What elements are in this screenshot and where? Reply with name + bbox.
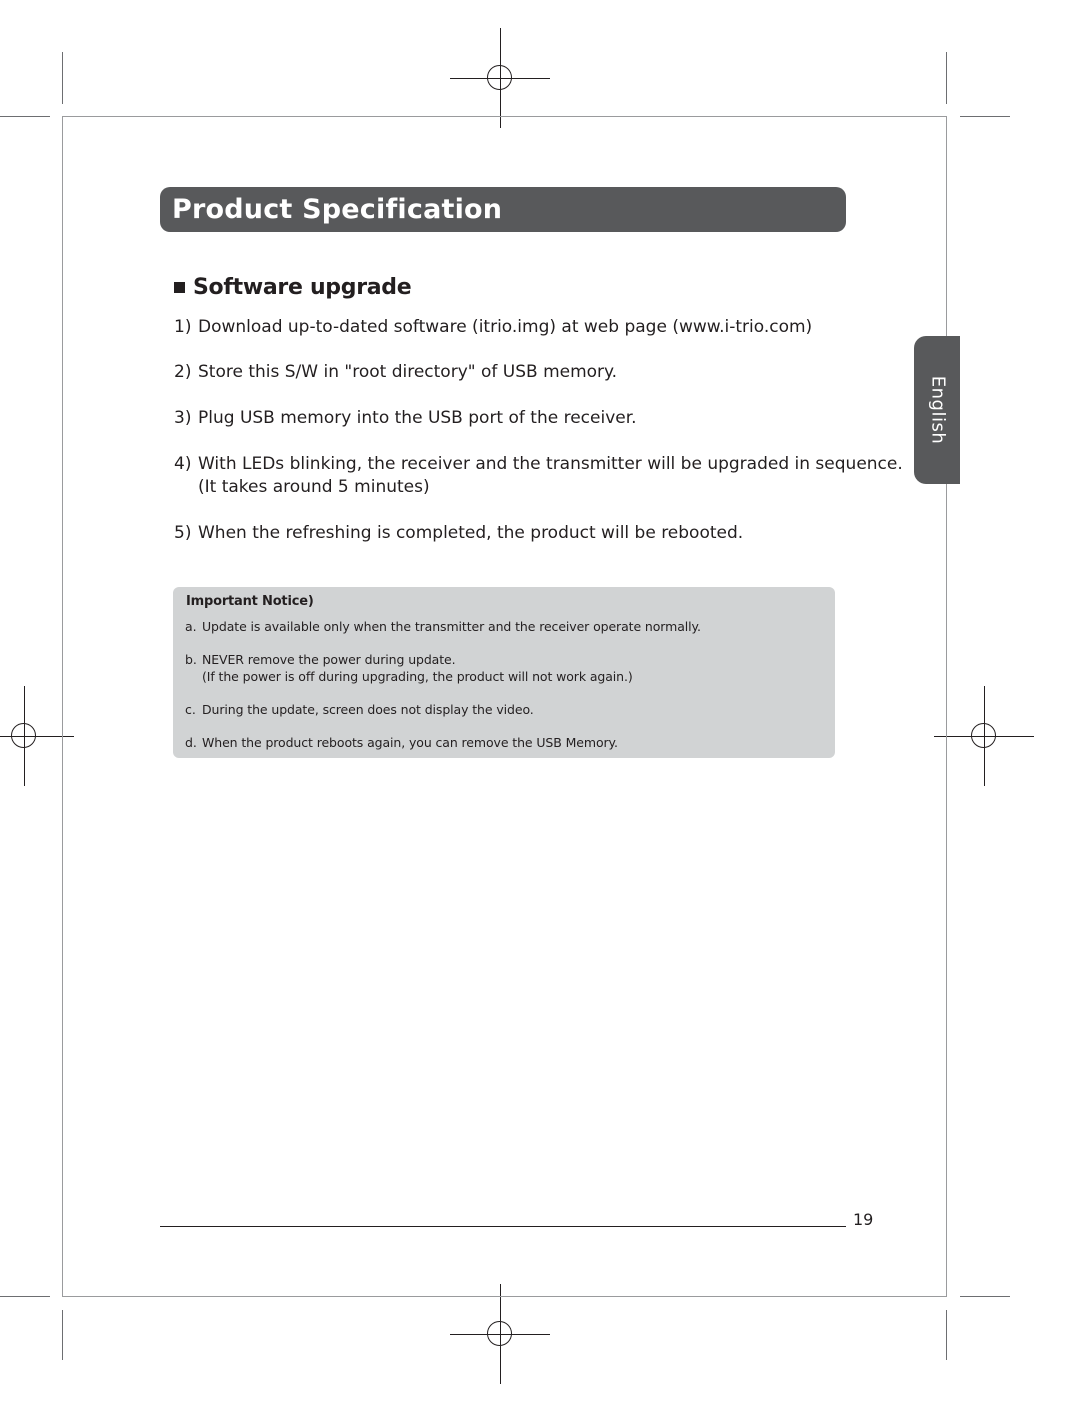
crop-mark [960,116,1010,117]
notice-letter: a. [185,619,197,634]
notice-item [185,618,701,635]
step-text: Store this S/W in "root directory" of USB memory. [198,362,618,382]
step-text-line: With LEDs blinking, the receiver and the transmitter will be upgraded in sequence. [198,454,903,474]
notice-letter: d. [185,735,197,750]
step-number: 4) [174,454,192,474]
step-text: When the refreshing is completed, the product will be rebooted. [198,523,744,543]
step-item [174,407,637,430]
square-bullet-icon [174,282,185,293]
step-text: Plug USB memory into the USB port of the receiver. [198,408,637,428]
step-item [174,361,617,384]
language-tab-label: English [927,375,949,445]
page-title-bar [160,187,846,232]
step-text: Download up-to-dated software (itrio.img) at web page (www.i-trio.com) [198,317,813,337]
section-title: Software upgrade [193,275,412,300]
notice-letter: c. [185,702,196,717]
notice-letter: b. [185,652,197,667]
page-number: 19 [853,1210,874,1229]
notice-text [202,651,633,685]
crop-mark [946,1310,947,1360]
notice-item [185,701,534,718]
section-heading [174,275,411,300]
notice-item [185,651,633,685]
registration-mark-top [450,28,550,128]
step-text-line: (It takes around 5 minutes) [198,477,430,497]
registration-mark-right [934,686,1034,786]
crop-mark [0,1296,50,1297]
crop-mark [960,1296,1010,1297]
registration-mark-bottom [450,1284,550,1384]
notice-text: When the product reboots again, you can remove the USB Memory. [202,735,618,750]
footer-rule [160,1226,846,1227]
crop-mark [0,116,50,117]
step-text [198,453,903,499]
step-number: 1) [174,317,192,337]
notice-text-line: NEVER remove the power during update. [202,652,456,667]
crop-mark [62,1310,63,1360]
step-number: 5) [174,523,192,543]
crop-mark [946,52,947,104]
step-number: 2) [174,362,192,382]
step-item [174,522,743,545]
step-item [174,316,812,339]
notice-text: Update is available only when the transmitter and the receiver operate normally. [202,619,701,634]
crop-mark [62,52,63,104]
notice-text-line: (If the power is off during upgrading, the product will not work again.) [202,669,633,684]
step-item [174,453,903,499]
notice-item [185,734,618,751]
notice-title: Important Notice) [186,594,314,609]
page-title: Product Specification [172,194,503,225]
step-number: 3) [174,408,192,428]
notice-text: During the update, screen does not display the video. [202,702,534,717]
